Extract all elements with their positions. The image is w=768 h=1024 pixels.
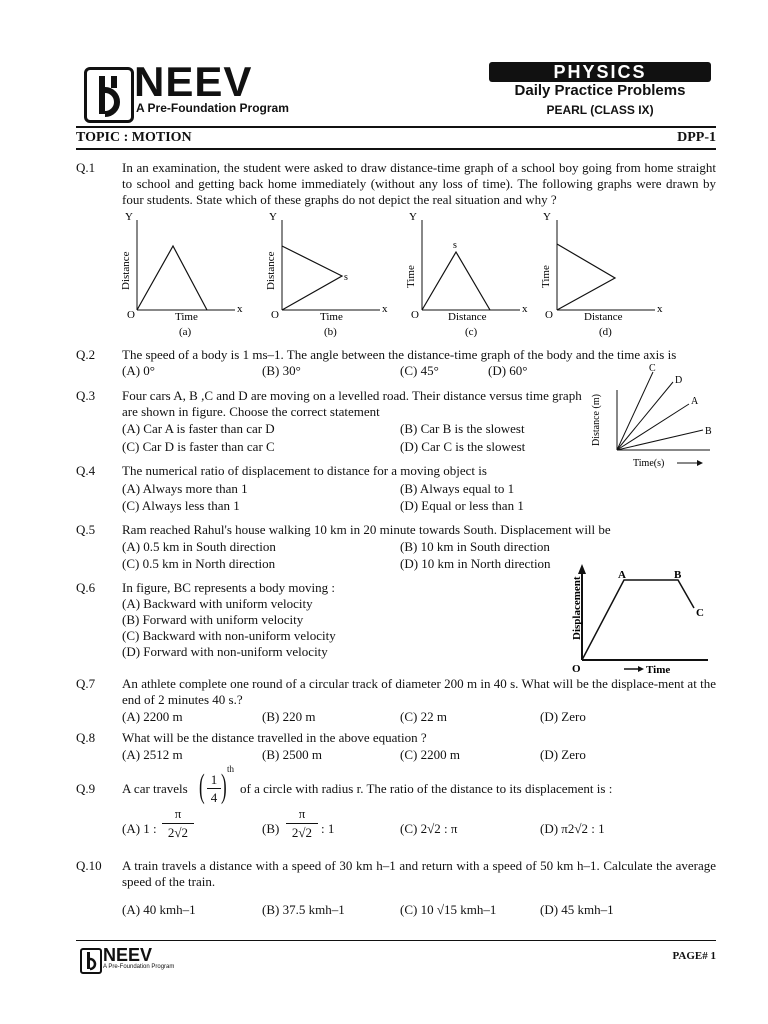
q2-text: The speed of a body is 1 ms–1. The angle between the distance-time graph of the body and the time axis is	[122, 347, 677, 362]
q1-c-x: x	[522, 303, 528, 315]
q1-c-mark: s	[453, 240, 457, 251]
q1-b-origin: O	[271, 309, 279, 321]
q9-frac-num: 1	[210, 772, 218, 787]
q1-b-ylabel: Distance	[265, 251, 277, 290]
q10-option-a: (A) 40 kmh–1	[122, 902, 196, 917]
q6-option-b: (B) Forward with uniform velocity	[122, 612, 304, 627]
q1-a-ylabel: Distance	[120, 251, 132, 290]
q4-option-d: (D) Equal or less than 1	[400, 498, 524, 513]
q9-option-d: (D) π2√2 : 1	[540, 821, 605, 836]
q8-option-d: (D) Zero	[540, 747, 586, 762]
header-rule-top	[76, 126, 716, 128]
q6-ylabel: Displacement	[571, 576, 583, 640]
q6-point-c: C	[696, 607, 704, 619]
q9-fraction: ( 1 4 )	[199, 768, 227, 805]
q3-line-d: D	[675, 375, 683, 386]
q1-d-caption: (d)	[599, 326, 612, 338]
q1-a-origin: O	[127, 309, 135, 321]
q9-option-b-fraction	[286, 806, 318, 841]
q3-xlabel: Time(s)	[633, 458, 665, 469]
q6-figure	[568, 562, 712, 676]
q9-option-b-ratio: : 1	[321, 821, 335, 836]
q2-option-c: (C) 45°	[400, 363, 439, 378]
q1-a-caption: (a)	[179, 326, 192, 338]
q4-option-c: (C) Always less than 1	[122, 498, 240, 513]
footer-tagline: A Pre-Foundation Program	[103, 964, 175, 970]
q1-text: In an examination, the student were asked to draw distance-time graph of a school boy going from home straight to school and getting back home immediately (without any loss of time). The following graphs were drawn by four students. State which of these graphs do not depict the real situation and why ?	[122, 160, 716, 207]
q1-c-caption: (c)	[465, 326, 478, 338]
q9-a-den: 2√2	[167, 825, 189, 840]
q10-option-b: (B) 37.5 kmh–1	[262, 902, 345, 917]
q1-graphs	[115, 208, 715, 343]
q9-text-post: of a circle with radius r. The ratio of the distance to its displacement is :	[240, 781, 613, 796]
q6-origin: O	[572, 663, 581, 675]
q1-a-x: x	[237, 303, 243, 315]
q9-b-den: 2√2	[291, 825, 313, 840]
q1-number: Q.1	[76, 160, 96, 175]
q6-point-a: A	[618, 569, 626, 581]
q3-text: Four cars A, B ,C and D are moving on a levelled road. Their distance versus time graph are shown in figure. Choose the correct statement	[122, 388, 582, 419]
q9-frac-den: 4	[210, 790, 218, 805]
q10-number: Q.10	[76, 858, 102, 873]
q1-d-x: x	[657, 303, 663, 315]
neev-logo-icon	[84, 67, 134, 123]
dpp-label: DPP-1	[677, 130, 716, 145]
q9-option-c: (C) 2√2 : π	[400, 821, 458, 836]
q6-option-c: (C) Backward with non-uniform velocity	[122, 628, 336, 643]
q2-option-d: (D) 60°	[488, 363, 528, 378]
q2-number: Q.2	[76, 347, 96, 362]
q1-d-xlabel: Distance	[584, 311, 623, 323]
subject-banner: PHYSICS	[489, 62, 711, 82]
q4-number: Q.4	[76, 463, 96, 478]
q3-ylabel: Distance (m)	[591, 394, 602, 446]
q6-option-a: (A) Backward with uniform velocity	[122, 596, 313, 611]
topic-label: TOPIC : MOTION	[76, 130, 192, 145]
q9-option-b: (B)	[262, 821, 280, 836]
q6-option-d: (D) Forward with non-uniform velocity	[122, 644, 328, 659]
q8-text: What will be the distance travelled in the above equation ?	[122, 730, 427, 745]
q4-option-a: (A) Always more than 1	[122, 481, 248, 496]
q3-line-b: B	[705, 426, 712, 437]
q7-text: An athlete complete one round of a circular track of diameter 200 m in 40 s. What will be the displace-ment at the end of 2 minutes 40 s.?	[122, 676, 716, 707]
q6-point-b: B	[674, 569, 682, 581]
q3-number: Q.3	[76, 388, 96, 403]
q3-option-d: (D) Car C is the slowest	[400, 439, 526, 454]
q2-option-a: (A) 0°	[122, 363, 155, 378]
q1-graph-b	[265, 211, 388, 338]
q4-option-b: (B) Always equal to 1	[400, 481, 515, 496]
q1-b-y: Y	[269, 211, 277, 223]
q10-option-c: (C) 10 √15 kmh–1	[400, 902, 497, 917]
q6-xlabel: Time	[646, 664, 671, 676]
q8-number: Q.8	[76, 730, 96, 745]
brand-name: NEEV	[134, 58, 253, 105]
q2-option-b: (B) 30°	[262, 363, 301, 378]
q9-text-pre: A car travels	[122, 781, 188, 796]
q7-option-c: (C) 22 m	[400, 709, 447, 724]
q5-number: Q.5	[76, 522, 96, 537]
q1-a-y: Y	[125, 211, 133, 223]
q9-b-pi: π	[298, 806, 306, 821]
q3-option-c: (C) Car D is faster than car C	[122, 439, 275, 454]
q1-a-xlabel: Time	[175, 311, 198, 323]
q5-option-c: (C) 0.5 km in North direction	[122, 556, 276, 571]
q8-option-b: (B) 2500 m	[262, 747, 322, 762]
q1-graph-d	[540, 211, 663, 338]
q6-text: In figure, BC represents a body moving :	[122, 580, 336, 595]
brand-tagline: A Pre-Foundation Program	[136, 101, 289, 115]
q4-text: The numerical ratio of displacement to distance for a moving object is	[122, 463, 487, 478]
q10-option-d: (D) 45 kmh–1	[540, 902, 614, 917]
q8-option-a: (A) 2512 m	[122, 747, 183, 762]
q1-b-xlabel: Time	[320, 311, 343, 323]
q3-option-b: (B) Car B is the slowest	[400, 421, 525, 436]
q1-d-y: Y	[543, 211, 551, 223]
q5-option-d: (D) 10 km in North direction	[400, 556, 551, 571]
q1-c-ylabel: Time	[405, 265, 417, 288]
q7-number: Q.7	[76, 676, 96, 691]
q7-option-d: (D) Zero	[540, 709, 586, 724]
page-number: PAGE# 1	[672, 950, 716, 962]
q1-c-origin: O	[411, 309, 419, 321]
q3-figure	[585, 360, 715, 472]
q5-option-a: (A) 0.5 km in South direction	[122, 539, 276, 554]
q9-sup: th	[227, 764, 235, 774]
q7-option-b: (B) 220 m	[262, 709, 316, 724]
q9-a-pi: π	[174, 806, 182, 821]
q9-number: Q.9	[76, 781, 96, 796]
footer-logo-icon	[80, 948, 102, 974]
q7-option-a: (A) 2200 m	[122, 709, 183, 724]
q9-option-a-fraction	[162, 806, 194, 841]
q1-d-ylabel: Time	[540, 265, 552, 288]
q3-line-c: C	[649, 363, 656, 374]
q5-text: Ram reached Rahul's house walking 10 km in 20 minute towards South. Displacement will be	[122, 522, 611, 537]
q6-number: Q.6	[76, 580, 96, 595]
q1-c-xlabel: Distance	[448, 311, 487, 323]
q1-b-caption: (b)	[324, 326, 337, 338]
q1-graph-c	[405, 211, 528, 338]
header-rule-bottom	[76, 148, 716, 150]
q1-b-mark: s	[344, 272, 348, 283]
footer-rule	[76, 940, 716, 941]
q3-line-a: A	[691, 396, 699, 407]
footer-brand: NEEV	[103, 945, 153, 965]
q9-option-a: (A) 1 :	[122, 821, 157, 836]
q10-text: A train travels a distance with a speed of 30 km h–1 and return with a speed of 50 km h–1. Calculate the average speed of the train.	[122, 858, 716, 889]
class-name: PEARL (CLASS IX)	[546, 103, 654, 117]
q8-option-c: (C) 2200 m	[400, 747, 460, 762]
q5-option-b: (B) 10 km in South direction	[400, 539, 550, 554]
q1-c-y: Y	[409, 211, 417, 223]
q1-d-origin: O	[545, 309, 553, 321]
q3-option-a: (A) Car A is faster than car D	[122, 421, 275, 436]
dpp-title: Daily Practice Problems	[514, 82, 686, 99]
q1-graph-a	[120, 211, 243, 338]
q1-b-x: x	[382, 303, 388, 315]
